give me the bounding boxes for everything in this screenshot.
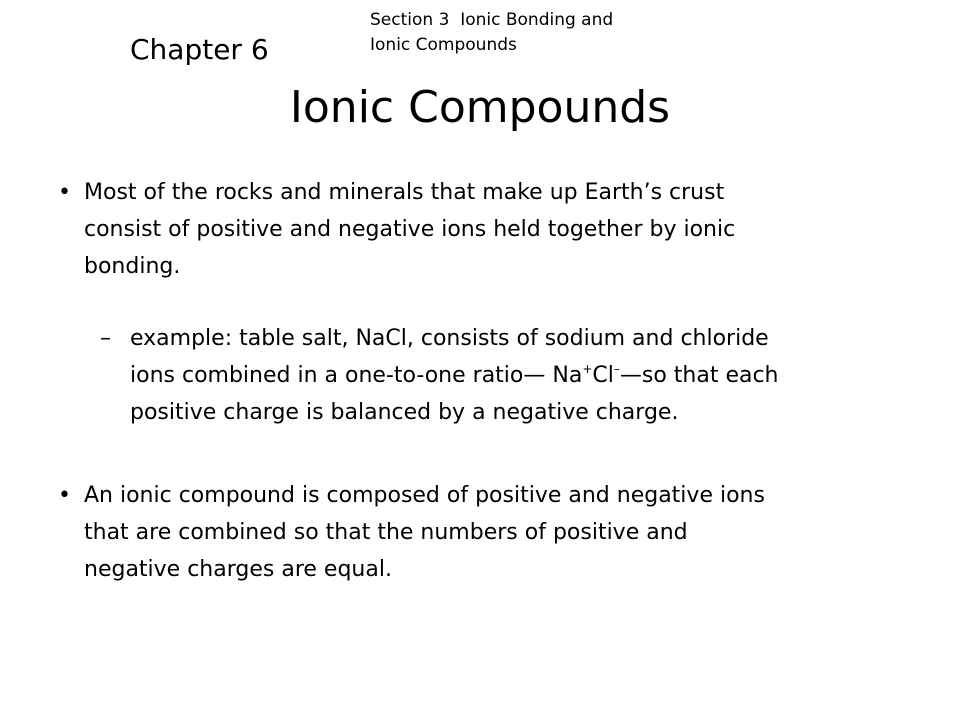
slide-title: Ionic Compounds <box>289 82 671 133</box>
sub-bullet-text-line: example: table salt, NaCl, consists of sodium and chloride <box>130 326 769 351</box>
bullet-text-line: negative charges are equal. <box>84 557 392 582</box>
section-label-line-2: Ionic Compounds <box>370 35 517 55</box>
bullet-text-line: An ionic compound is composed of positive and negative ions <box>84 483 765 508</box>
chloride-symbol: Cl <box>592 363 614 388</box>
formula-text-before: ions combined in a one-to-one ratio— Na <box>130 363 583 388</box>
bullet-text-line: consist of positive and negative ions held together by ionic <box>84 217 736 242</box>
sub-bullet-text-line: positive charge is balanced by a negative charge. <box>130 400 679 425</box>
sodium-charge: + <box>582 362 593 376</box>
formula-text-after: —so that each <box>619 363 779 388</box>
bullet-marker: • <box>58 483 71 508</box>
section-label <box>370 8 690 58</box>
section-label-line-1: Section 3 Ionic Bonding and <box>370 10 614 30</box>
bullet-marker: • <box>58 180 71 205</box>
chloride-charge: – <box>613 362 620 376</box>
bullet-text-line: Most of the rocks and minerals that make up Earth’s crust <box>84 180 725 205</box>
bullet-text-line: bonding. <box>84 254 181 279</box>
bullet-item <box>58 477 904 588</box>
sub-bullet-item <box>100 320 930 431</box>
sub-bullet-marker: – <box>100 326 111 351</box>
bullet-item <box>58 174 904 285</box>
bullet-text-line: that are combined so that the numbers of positive and <box>84 520 688 545</box>
chapter-label: Chapter 6 <box>130 33 269 66</box>
sub-bullet-formula-line <box>130 357 930 394</box>
